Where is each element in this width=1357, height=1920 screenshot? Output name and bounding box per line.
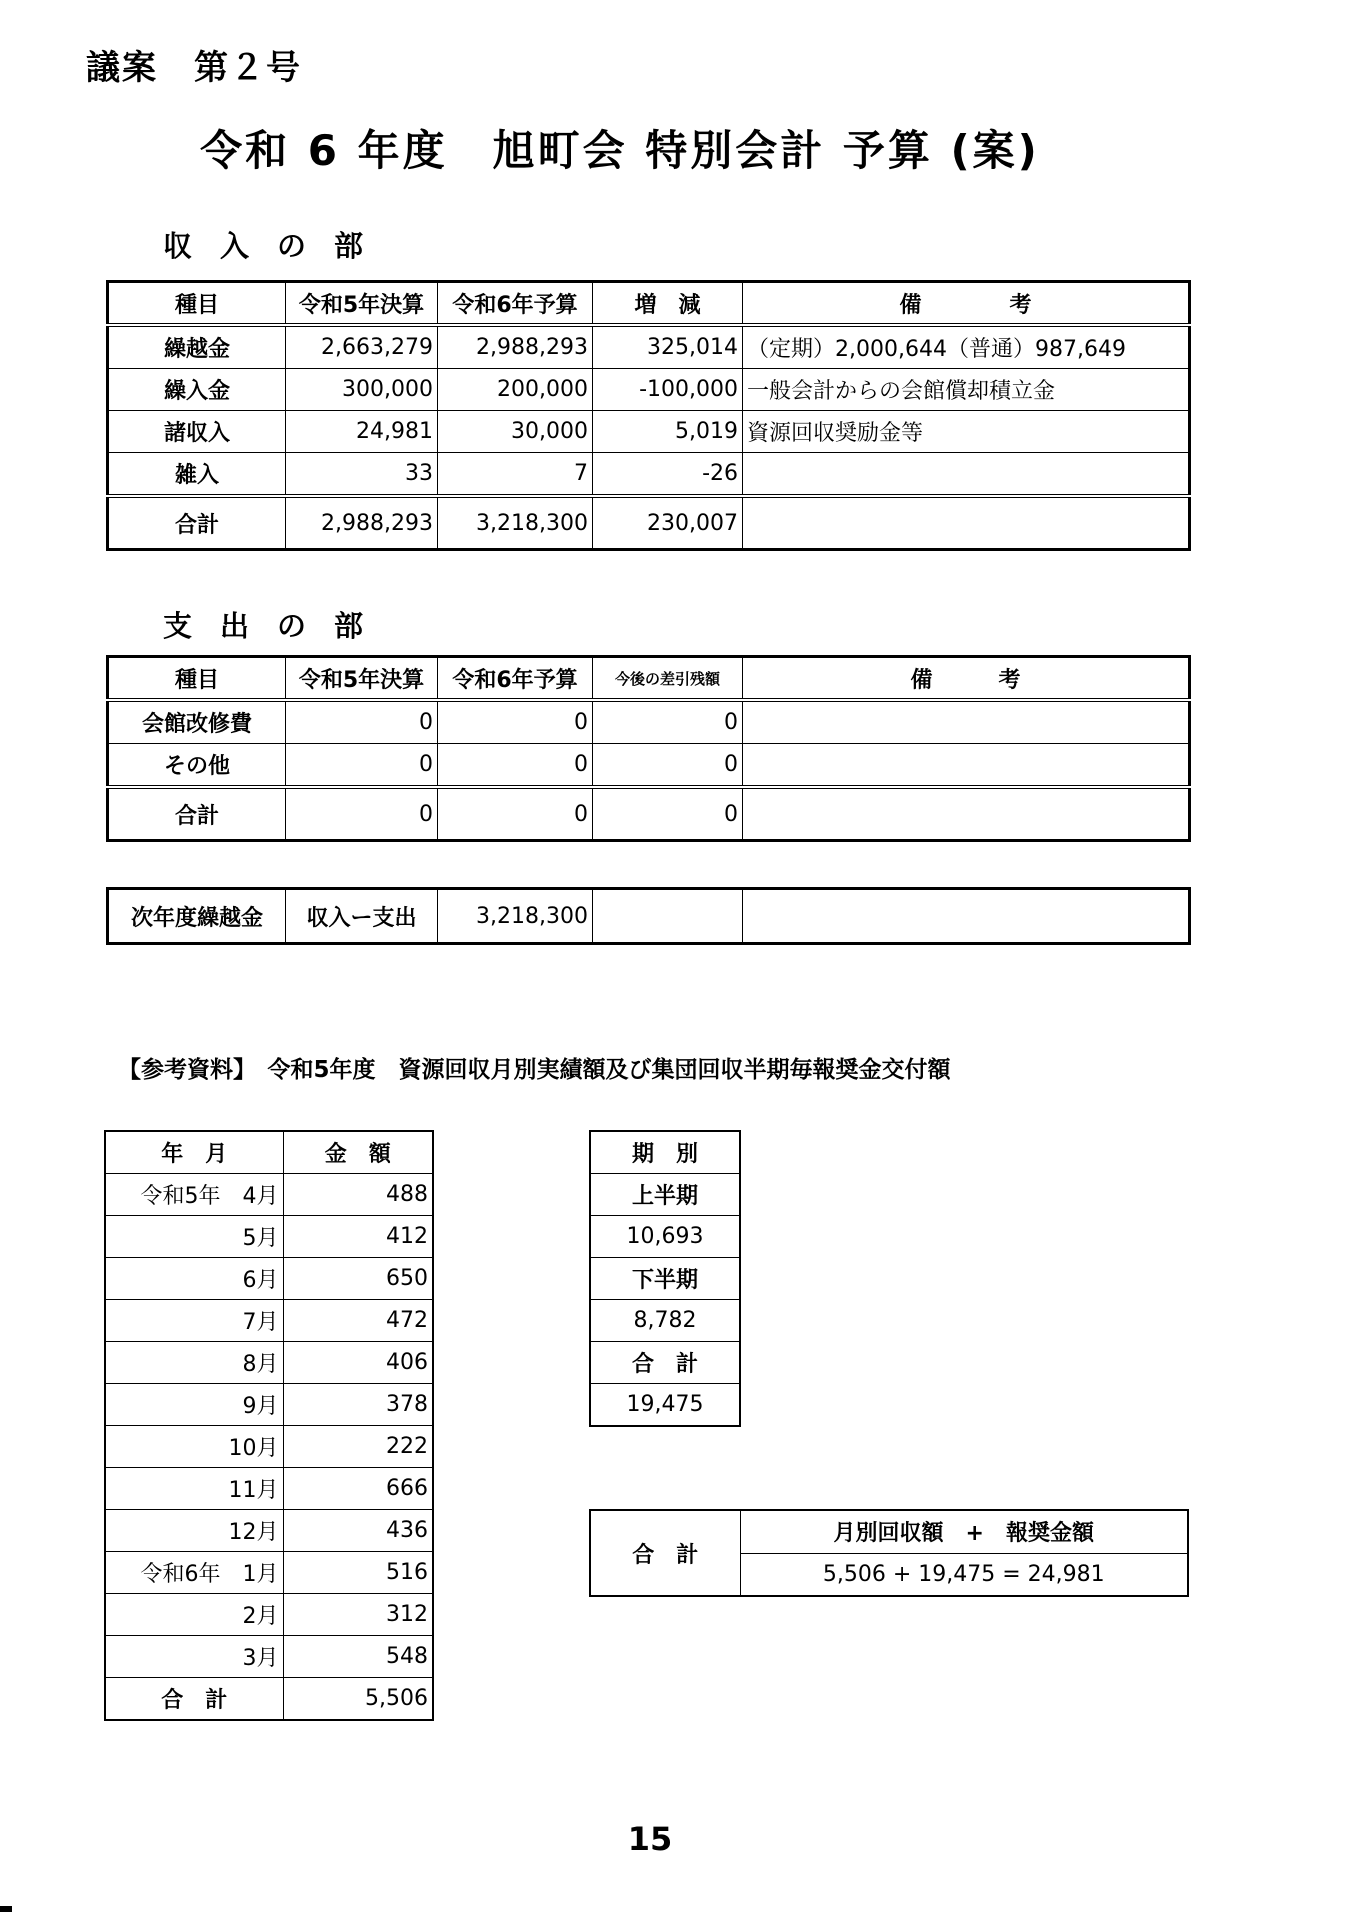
diff-cell: 5,019: [593, 411, 743, 453]
r5-cell: 0: [286, 700, 438, 744]
table-row: [105, 1426, 433, 1468]
rem-cell: 0: [593, 744, 743, 788]
table-row: [108, 700, 1190, 744]
total-row: [108, 787, 1190, 841]
period-row: [590, 1384, 740, 1427]
period-header-row: [590, 1131, 740, 1174]
table-row: [105, 1384, 433, 1426]
month-cell: 2月: [105, 1594, 283, 1636]
reference-title: 【参考資料】 令和5年度 資源回収月別実績額及び集団回収半期毎報奨金交付額: [118, 1057, 951, 1083]
carryover-formula: 収入ー支出: [286, 889, 438, 944]
table-row: [105, 1216, 433, 1258]
amount-cell: 436: [283, 1510, 433, 1552]
period-label: 下半期: [590, 1258, 740, 1300]
item-cell: 繰入金: [108, 369, 286, 411]
total-r5: 0: [286, 787, 438, 841]
total-note: [743, 496, 1190, 550]
r6-cell: 2,988,293: [438, 325, 593, 369]
period-label: 合 計: [590, 1342, 740, 1384]
carryover-amount: 3,218,300: [438, 889, 593, 944]
item-cell: 諸収入: [108, 411, 286, 453]
carryover-row: [108, 889, 1190, 944]
r6-cell: 200,000: [438, 369, 593, 411]
total-label: 合計: [108, 787, 286, 841]
period-value: 8,782: [590, 1300, 740, 1342]
sum-table: [589, 1509, 1189, 1597]
table-row: [108, 369, 1190, 411]
month-cell: 7月: [105, 1300, 283, 1342]
page-title: 令和 6 年度 旭町会 特別会計 予算 (案): [200, 126, 1040, 175]
col-r5: 令和5年決算: [286, 282, 438, 326]
r6-cell: 30,000: [438, 411, 593, 453]
total-label: 合 計: [105, 1678, 283, 1721]
total-diff: 230,007: [593, 496, 743, 550]
scan-mark: [0, 1906, 12, 1912]
item-cell: その他: [108, 744, 286, 788]
period-label: 上半期: [590, 1174, 740, 1216]
diff-cell: -100,000: [593, 369, 743, 411]
col-period: 期 別: [590, 1131, 740, 1174]
col-r6: 令和6年予算: [438, 282, 593, 326]
agenda-number: 議案 第２号: [86, 48, 302, 88]
table-row: [105, 1258, 433, 1300]
col-item: 種目: [108, 657, 286, 701]
empty-cell: [743, 889, 1190, 944]
col-note: 備 考: [743, 282, 1190, 326]
total-rem: 0: [593, 787, 743, 841]
sum-header: 月別回収額 + 報奨金額: [740, 1510, 1188, 1553]
amount-cell: 666: [283, 1468, 433, 1510]
total-row: [108, 496, 1190, 550]
period-value: 10,693: [590, 1216, 740, 1258]
sum-row: [590, 1510, 1188, 1553]
month-cell: 6月: [105, 1258, 283, 1300]
r5-cell: 2,663,279: [286, 325, 438, 369]
table-row: [105, 1636, 433, 1678]
total-r6: 3,218,300: [438, 496, 593, 550]
table-row: [108, 411, 1190, 453]
income-heading: 収入の部: [163, 229, 392, 263]
table-row: [105, 1510, 433, 1552]
note-cell: 一般会計からの会館償却積立金: [743, 369, 1190, 411]
r6-cell: 0: [438, 700, 593, 744]
col-item: 種目: [108, 282, 286, 326]
total-r5: 2,988,293: [286, 496, 438, 550]
col-amount: 金 額: [283, 1131, 433, 1174]
col-remaining: 今後の差引残額: [593, 657, 743, 701]
month-cell: 12月: [105, 1510, 283, 1552]
r5-cell: 0: [286, 744, 438, 788]
total-r6: 0: [438, 787, 593, 841]
income-header-row: [108, 282, 1190, 326]
col-diff: 増 減: [593, 282, 743, 326]
r6-cell: 0: [438, 744, 593, 788]
note-cell: [743, 744, 1190, 788]
carryover-label: 次年度繰越金: [108, 889, 286, 944]
monthly-header-row: [105, 1131, 433, 1174]
period-row: [590, 1342, 740, 1384]
expense-header-row: [108, 657, 1190, 701]
month-cell: 3月: [105, 1636, 283, 1678]
amount-cell: 488: [283, 1174, 433, 1216]
col-note: 備 考: [743, 657, 1190, 701]
col-month: 年 月: [105, 1131, 283, 1174]
note-cell: 資源回収奨励金等: [743, 411, 1190, 453]
income-table: [106, 280, 1191, 551]
monthly-table: [104, 1130, 434, 1721]
month-cell: 11月: [105, 1468, 283, 1510]
expense-table: [106, 655, 1191, 842]
month-cell: 令和6年 1月: [105, 1552, 283, 1594]
table-row: [105, 1342, 433, 1384]
note-cell: [743, 700, 1190, 744]
expense-heading: 支出の部: [163, 609, 392, 643]
r5-cell: 24,981: [286, 411, 438, 453]
sum-formula: 5,506 + 19,475 = 24,981: [740, 1553, 1188, 1596]
table-row: [108, 325, 1190, 369]
empty-cell: [593, 889, 743, 944]
note-cell: [743, 453, 1190, 497]
total-label: 合計: [108, 496, 286, 550]
amount-cell: 378: [283, 1384, 433, 1426]
amount-cell: 516: [283, 1552, 433, 1594]
note-cell: （定期）2,000,644（普通）987,649: [743, 325, 1190, 369]
month-cell: 10月: [105, 1426, 283, 1468]
period-table: [589, 1130, 741, 1427]
page-number: 15: [627, 1820, 673, 1858]
carryover-table: [106, 887, 1191, 945]
amount-cell: 472: [283, 1300, 433, 1342]
month-cell: 8月: [105, 1342, 283, 1384]
amount-cell: 650: [283, 1258, 433, 1300]
table-row: [105, 1468, 433, 1510]
diff-cell: -26: [593, 453, 743, 497]
r6-cell: 7: [438, 453, 593, 497]
item-cell: 会館改修費: [108, 700, 286, 744]
month-cell: 9月: [105, 1384, 283, 1426]
table-row: [105, 1594, 433, 1636]
total-amount: 5,506: [283, 1678, 433, 1721]
period-row: [590, 1258, 740, 1300]
amount-cell: 406: [283, 1342, 433, 1384]
amount-cell: 548: [283, 1636, 433, 1678]
table-row: [105, 1300, 433, 1342]
total-note: [743, 787, 1190, 841]
month-cell: 5月: [105, 1216, 283, 1258]
amount-cell: 312: [283, 1594, 433, 1636]
amount-cell: 222: [283, 1426, 433, 1468]
r5-cell: 33: [286, 453, 438, 497]
r5-cell: 300,000: [286, 369, 438, 411]
month-cell: 令和5年 4月: [105, 1174, 283, 1216]
table-row: [108, 744, 1190, 788]
period-row: [590, 1174, 740, 1216]
item-cell: 繰越金: [108, 325, 286, 369]
total-row: [105, 1678, 433, 1721]
col-r5: 令和5年決算: [286, 657, 438, 701]
period-row: [590, 1300, 740, 1342]
col-r6: 令和6年予算: [438, 657, 593, 701]
rem-cell: 0: [593, 700, 743, 744]
table-row: [105, 1174, 433, 1216]
sum-label: 合 計: [590, 1510, 740, 1596]
period-row: [590, 1216, 740, 1258]
period-value: 19,475: [590, 1384, 740, 1427]
item-cell: 雑入: [108, 453, 286, 497]
table-row: [105, 1552, 433, 1594]
table-row: [108, 453, 1190, 497]
diff-cell: 325,014: [593, 325, 743, 369]
amount-cell: 412: [283, 1216, 433, 1258]
